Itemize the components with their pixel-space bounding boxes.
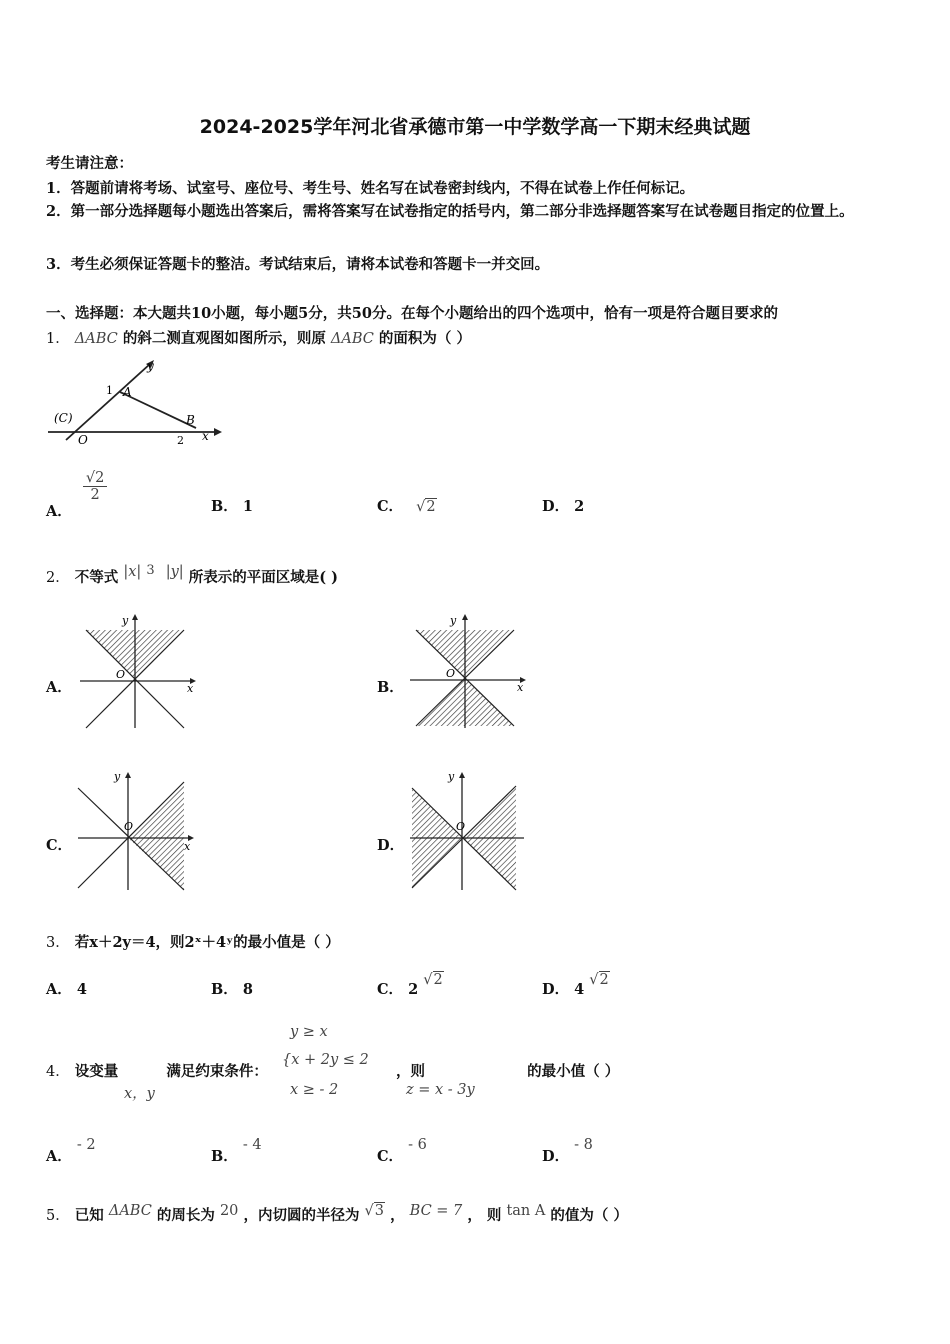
tick-label-2: 2 (177, 434, 184, 447)
q2-option-b[interactable]: B． (377, 679, 404, 696)
abs-y: |y| (165, 564, 184, 580)
option-value: - 2 (76, 1137, 96, 1153)
variables-xy: x，y (124, 1086, 155, 1102)
axis-label-y: y (448, 770, 455, 783)
point-label-c: (C) (54, 411, 73, 425)
triangle-symbol: ΔABC (330, 331, 374, 347)
notice-heading: 考生请注意： (46, 155, 133, 172)
q1-option-d[interactable] (542, 495, 584, 516)
constraint-1: y ≥ x (290, 1024, 328, 1040)
radicand: 2 (426, 499, 436, 515)
q3-option-d[interactable] (542, 972, 610, 999)
option-letter: C． (377, 1148, 404, 1165)
q2-graph-b (402, 612, 532, 732)
radicand: 2 (599, 972, 609, 988)
q2-graph-c (72, 768, 202, 892)
fraction-denominator: 2 (90, 487, 100, 503)
sqrt-expression: √2 (416, 499, 436, 515)
option-letter: D． (542, 498, 570, 515)
option-value: 4 (574, 981, 585, 998)
axis-label-y: y (147, 359, 154, 373)
sqrt-expression: √2 (423, 972, 443, 988)
option-letter: A． (46, 981, 72, 998)
q1-option-b[interactable] (211, 495, 253, 516)
axis-label-x: x (184, 840, 191, 853)
notice-item-1: 1．答题前请将考场、试室号、座位号、考生号、姓名写在试卷密封线内，不得在试卷上作任何标记。 (46, 180, 695, 197)
q3-option-c[interactable] (377, 972, 444, 999)
origin-label: O (446, 667, 456, 680)
sqrt-expression: √2 (589, 972, 609, 988)
option-value: - 4 (242, 1137, 262, 1153)
axis-label-x: x (187, 682, 194, 695)
q2-graph-d (406, 768, 536, 892)
option-letter: C． (377, 981, 404, 998)
tick-label-1: 1 (106, 384, 113, 397)
question-5 (46, 1204, 628, 1225)
perimeter-value: 20 (219, 1203, 239, 1219)
question-number: 2． (46, 570, 70, 586)
fraction-numerator: √2 (83, 470, 107, 487)
question-text: 设变量 (74, 1063, 119, 1080)
question-text: 的斜二测直观图如图所示，则原 (122, 330, 326, 347)
option-letter: B． (211, 498, 238, 515)
question-3 (46, 931, 340, 952)
q4-option-a[interactable] (46, 1137, 96, 1166)
question-2 (46, 563, 339, 587)
question-text: 的值为（ ） (550, 1207, 628, 1224)
q4-option-c[interactable] (377, 1137, 427, 1166)
question-number: 4． (46, 1064, 70, 1080)
fraction (83, 470, 107, 503)
q3-option-b[interactable] (211, 978, 253, 999)
origin-label: O (124, 820, 134, 833)
option-value: 2 (408, 981, 419, 998)
q4-option-b[interactable] (211, 1137, 262, 1166)
abs-x: |x| (123, 564, 142, 580)
question-text: 所表示的平面区域是( ) (188, 569, 339, 586)
option-letter: C． (377, 498, 404, 515)
question-number: 3． (46, 935, 70, 951)
question-text: ， 则 (467, 1207, 502, 1224)
option-value: 1 (242, 498, 253, 515)
option-letter: B． (211, 981, 238, 998)
origin-label: O (116, 668, 126, 681)
objective-function: z = x - 3y (406, 1082, 475, 1098)
tan-a: tan A (506, 1203, 546, 1219)
option-value: 8 (242, 981, 253, 998)
question-text: 若x＋2y＝4，则2ˣ＋4ʸ的最小值是（ ） (74, 934, 340, 951)
question-1 (46, 327, 471, 348)
axis-label-y: y (122, 614, 129, 627)
option-value: 2 (574, 498, 585, 515)
radicand: 3 (374, 1203, 385, 1219)
side-bc: BC = 7 (409, 1203, 463, 1219)
page-title: 2024-2025学年河北省承德市第一中学数学高一下期末经典试题 (199, 116, 751, 138)
axis-label-x: x (202, 429, 209, 443)
option-letter: A． (46, 502, 72, 520)
question-text: ，内切圆的半径为 (243, 1207, 360, 1224)
q2-graph-a (72, 612, 202, 732)
question-text: 的面积为（ ） (378, 330, 471, 347)
separator: ， (390, 1207, 405, 1224)
section-heading: 一、选择题：本大题共10小题，每小题5分，共50分。在每个小题给出的四个选项中，恰有一项是符合题目要求的 (46, 305, 778, 322)
question-text: ，则 (396, 1063, 426, 1080)
q4-option-d[interactable] (542, 1137, 593, 1166)
q2-option-c[interactable]: C． (46, 837, 73, 854)
q2-option-a[interactable]: A． (46, 679, 72, 696)
question-number: 5． (46, 1208, 70, 1224)
question-text: 已知 (74, 1207, 104, 1224)
q2-option-d[interactable]: D． (377, 837, 405, 854)
triangle-symbol: ΔABC (74, 331, 118, 347)
option-letter: B． (211, 1148, 238, 1165)
radicand: 2 (433, 972, 443, 988)
oblique-figure (44, 356, 224, 448)
point-label-b: B (186, 413, 195, 427)
question-text: 的最小值（ ） (527, 1063, 620, 1080)
sqrt-expression: √3 (364, 1203, 385, 1219)
option-value: 4 (76, 981, 87, 998)
q1-option-a[interactable] (46, 470, 107, 520)
notice-item-3: 3．考生必须保证答题卡的整洁。考试结束后，请将本试卷和答题卡一并交回。 (46, 256, 550, 273)
point-label-a: A (123, 385, 132, 399)
constraint-2: {x + 2y ≤ 2 (282, 1052, 369, 1068)
axis-label-x: x (517, 681, 524, 694)
q1-option-c[interactable] (377, 495, 437, 516)
question-text: 满足约束条件： (166, 1063, 268, 1080)
point-label-o: O (78, 433, 88, 447)
option-value: - 8 (574, 1137, 593, 1153)
question-text: 的周长为 (156, 1207, 215, 1224)
axis-label-y: y (450, 614, 457, 627)
triangle-symbol: ΔABC (108, 1203, 152, 1219)
option-letter: D． (542, 1148, 570, 1165)
q3-option-a[interactable] (46, 978, 87, 999)
constraint-3: x ≥ - 2 (290, 1082, 339, 1098)
option-letter: A． (46, 1148, 72, 1165)
origin-label: O (456, 820, 466, 833)
axis-label-y: y (114, 770, 121, 783)
notice-item-2: 2．第一部分选择题每小题选出答案后，需将答案写在试卷指定的括号内，第二部分非选择题答案写在试卷题目指定的位置上。 (46, 203, 854, 220)
option-value: - 6 (408, 1137, 427, 1153)
option-letter: D． (542, 981, 570, 998)
relation-symbol: 3 (146, 563, 155, 578)
question-number: 1． (46, 331, 70, 347)
question-text: 不等式 (74, 569, 119, 586)
